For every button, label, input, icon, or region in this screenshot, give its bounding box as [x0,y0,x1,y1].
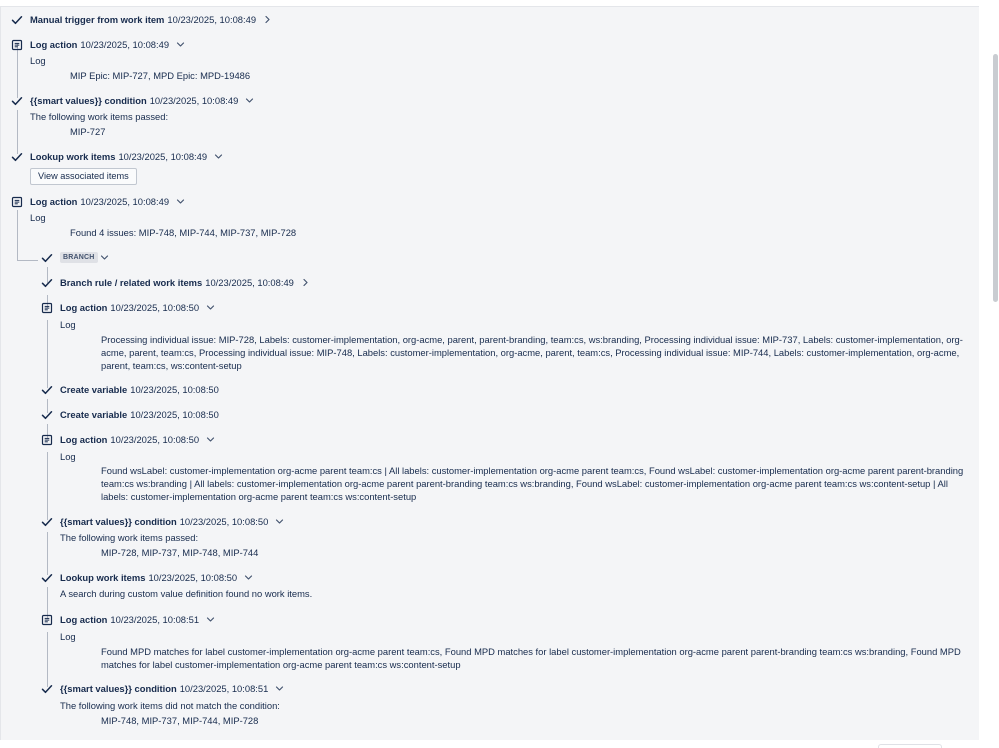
check-icon [41,252,53,264]
check-icon [11,151,23,163]
log-document-icon [11,196,23,208]
connector-line [47,632,48,687]
entry-title: {{smart values}} condition [60,516,177,527]
log-label: Log [60,319,76,330]
entry-title: Manual trigger from work item [30,14,165,25]
entry-header[interactable] [30,150,223,163]
entry-title: Log action [60,302,108,313]
entry-timestamp: 10/23/2025, 10:08:50 [179,516,269,527]
entry-title: Log action [30,196,78,207]
entry-title: Log action [30,39,78,50]
log-label: Log [60,631,76,642]
connector-line [47,452,48,520]
view-associated-items-button[interactable]: View associated items [30,168,137,185]
entry-timestamp: 10/23/2025, 10:08:50 [110,434,200,445]
entry-header[interactable] [30,195,185,208]
entry-title: Lookup work items [60,572,146,583]
entry-title: Log action [60,434,108,445]
connector-line [47,532,48,575]
log-message: MIP Epic: MIP-727, MPD Epic: MPD-19486 [70,70,251,81]
log-label: Log [30,55,46,66]
entry-title: Create variable [60,384,128,395]
entry-timestamp: 10/23/2025, 10:08:49 [167,14,257,25]
entry-timestamp: 10/23/2025, 10:08:50 [148,572,238,583]
entry-header[interactable] [60,383,219,396]
entry-header[interactable] [60,682,284,695]
chevron-down-icon[interactable] [176,40,185,49]
entry-header[interactable] [60,433,215,446]
entry-timestamp: 10/23/2025, 10:08:50 [110,302,200,313]
entry-timestamp: 10/23/2025, 10:08:50 [130,409,219,420]
chevron-down-icon[interactable] [206,435,215,444]
entry-timestamp: 10/23/2025, 10:08:51 [179,683,269,694]
log-message: Found wsLabel: customer-implementation org-acme parent team:cs | All labels: customer-implementation org-acme parent team:cs, Found wsLabel: customer-implementation org-acme parent parent-branding team:cs ws:branding | All labels: customer-implementation org-acme parent parent-branding team:cs ws:branding, Found wsLabel: customer-implementation org-acme parent team:cs ws:content-setup | All labels: customer-implementation org-acme parent team:cs ws:content-setup [101,465,964,502]
check-icon [41,384,53,396]
log-document-icon [41,614,53,626]
condition-text: The following work items passed: [30,111,169,122]
condition-text: The following work items did not match the condition: [60,700,280,711]
chevron-right-icon[interactable] [263,15,272,24]
audit-log-panel [0,6,979,740]
entry-timestamp: 10/23/2025, 10:08:51 [110,614,200,625]
connector-line [47,320,48,388]
chevron-down-icon[interactable] [206,615,215,624]
check-icon [41,409,53,421]
footer-button-edge [878,744,942,748]
entry-timestamp: 10/23/2025, 10:08:50 [130,384,219,395]
work-item-list: MIP-748, MIP-737, MIP-744, MIP-728 [101,715,259,726]
branch-badge: BRANCH [60,252,98,263]
check-icon [41,683,53,695]
chevron-down-icon[interactable] [275,517,284,526]
log-label: Log [30,212,46,223]
chevron-down-icon[interactable] [244,573,253,582]
entry-timestamp: 10/23/2025, 10:08:49 [149,95,239,106]
entry-header[interactable] [60,571,253,584]
condition-text: The following work items passed: [60,532,199,543]
log-message: Processing individual issue: MIP-728, Labels: customer-implementation, org-acme, parent, parent-branding, team:cs, ws:branding, Processing individual issue: MIP-737, Labels: customer-implementation, org-acme, parent, team:cs, Processing individual issue: MIP-748, Labels: customer-implementation, org-acme, parent, team:cs, Processing individual issue: MIP-744, Labels: customer-implementation, org-acme, parent, team:cs, ws:content-setup [101,334,963,371]
connector-line [17,43,18,98]
log-document-icon [41,302,53,314]
entry-header[interactable] [60,301,215,314]
connector-line [17,210,18,260]
entry-title: Lookup work items [30,151,116,162]
chevron-down-icon[interactable] [245,96,254,105]
check-icon [11,14,23,26]
entry-timestamp: 10/23/2025, 10:08:49 [80,196,170,207]
check-icon [11,95,23,107]
entry-header[interactable] [60,408,219,421]
check-icon [41,277,53,289]
chevron-down-icon[interactable] [206,303,215,312]
lookup-result-text: A search during custom value definition found no work items. [60,588,313,599]
entry-title: {{smart values}} condition [60,683,177,694]
entry-header[interactable] [30,38,185,51]
chevron-right-icon[interactable] [301,278,310,287]
check-icon [41,572,53,584]
entry-timestamp: 10/23/2025, 10:08:49 [118,151,208,162]
entry-header[interactable] [60,515,284,528]
entry-header[interactable] [30,13,272,26]
work-item-list: MIP-728, MIP-737, MIP-748, MIP-744 [101,547,259,558]
log-document-icon [41,434,53,446]
entry-header[interactable] [60,613,215,626]
entry-title: Log action [60,614,108,625]
connector-line [17,110,18,154]
chevron-down-icon[interactable] [100,253,109,262]
chevron-down-icon[interactable] [176,197,185,206]
check-icon [41,516,53,528]
log-document-icon [11,39,23,51]
entry-timestamp: 10/23/2025, 10:08:49 [205,277,294,288]
entry-title: {{smart values}} condition [30,95,147,106]
log-message: Found 4 issues: MIP-748, MIP-744, MIP-737, MIP-728 [70,227,297,238]
entry-header[interactable] [60,276,310,289]
work-item-list: MIP-727 [70,126,106,137]
log-message: Found MPD matches for label customer-implementation org-acme parent team:cs, Found MPD matches for label customer-implementation org-acme parent parent-branding team:cs ws:branding, Found MPD matches for label customer-implementation org-acme parent team:cs ws:content-setup [101,646,961,670]
entry-title: Create variable [60,409,128,420]
connector-line [17,260,38,261]
log-label: Log [60,451,76,462]
entry-header[interactable] [30,94,254,107]
entry-timestamp: 10/23/2025, 10:08:49 [80,39,170,50]
entry-title: Branch rule / related work items [60,277,203,288]
chevron-down-icon[interactable] [275,684,284,693]
chevron-down-icon[interactable] [214,152,223,161]
scrollbar-thumb[interactable] [993,54,998,302]
